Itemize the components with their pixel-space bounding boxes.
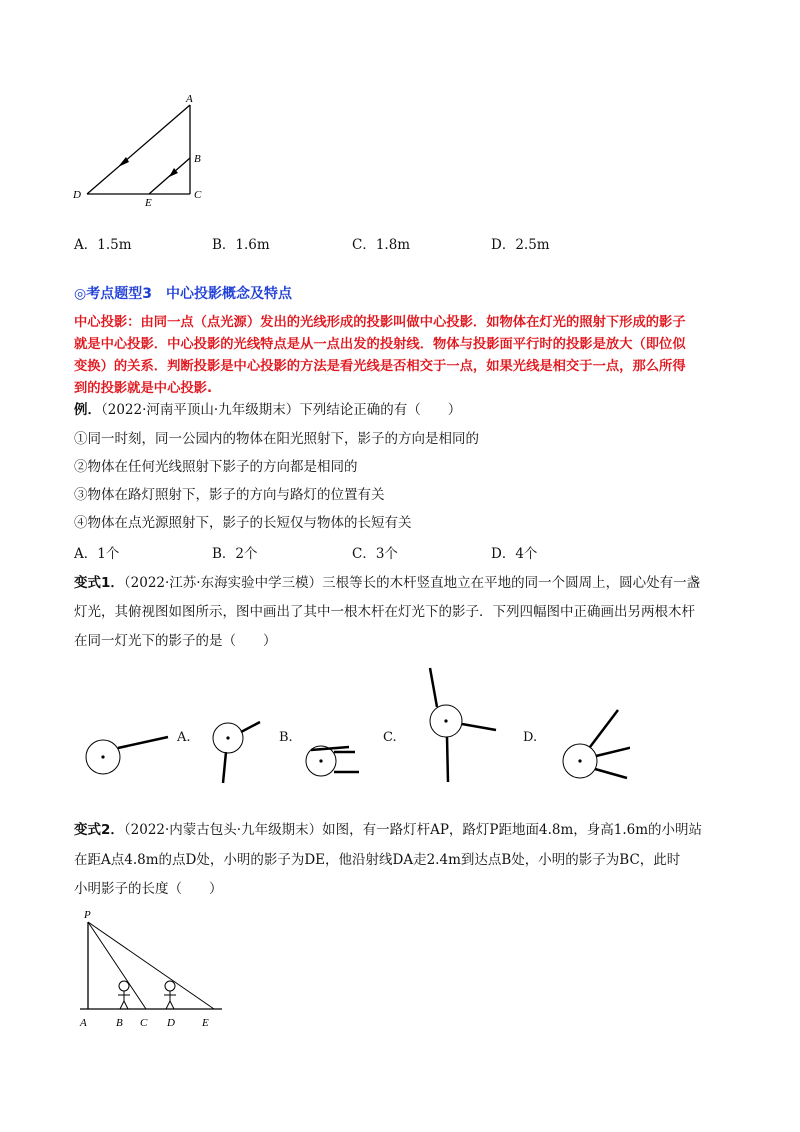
variant2-line-1 — [74, 820, 702, 840]
person-at-d — [164, 981, 176, 1009]
option-b[interactable]: B．1.6m — [212, 237, 270, 253]
statement-2: ②物体在任何光线照射下影子的方向都是相同的 — [74, 459, 358, 475]
label-A2: A — [80, 1017, 87, 1029]
option-a[interactable]: A．1.5m — [74, 237, 132, 253]
person-at-b — [118, 981, 130, 1009]
definition-line-2: 就是中心投影．中心投影的光线特点是从一点出发的投射线．物体与投影面平行时的投影是放大（即位似 — [74, 337, 686, 352]
option-c-figure — [430, 668, 496, 782]
option-b-figure — [306, 746, 359, 776]
example-text: （2022·河南平顶山·九年级期末）下列结论正确的有（ ） — [101, 402, 462, 418]
variant1-figures — [70, 660, 630, 790]
variant2-line-3: 小明影子的长度（ ） — [74, 881, 223, 897]
label-D: D — [73, 189, 81, 201]
option-a-figure — [213, 722, 260, 783]
street-lamp-figure — [74, 905, 234, 1035]
fig-option-a-label[interactable]: A. — [177, 730, 191, 745]
fig-option-d-label[interactable]: D. — [523, 730, 538, 745]
label-E: E — [145, 197, 152, 209]
fig-option-c-label[interactable]: C. — [383, 730, 397, 745]
variant2-line-2: 在距A点4.8m的点D处，小明的影子为DE，他沿射线DA走2.4m到达点B处，小明的影子为BC，此时 — [74, 852, 681, 868]
example-label: 例． — [74, 402, 101, 418]
label-E2: E — [202, 1017, 209, 1029]
triangle-figure — [66, 92, 216, 210]
example-option-a[interactable]: A．1个 — [74, 546, 120, 562]
label-D2: D — [167, 1017, 175, 1029]
option-d-figure — [563, 710, 630, 778]
variant1-line-3: 在同一灯光下的影子的是（ ） — [74, 633, 277, 649]
label-B2: B — [116, 1017, 123, 1029]
statement-3: ③物体在路灯照射下，影子的方向与路灯的位置有关 — [74, 487, 385, 503]
example-option-d[interactable]: D．4个 — [491, 546, 538, 562]
variant1-line-2: 灯光，其俯视图如图所示，图中画出了其中一根木杆在灯光下的影子．下列四幅图中正确画出另两根木杆 — [74, 604, 695, 620]
option-c[interactable]: C．1.8m — [352, 237, 411, 253]
definition-line-3: 变换）的关系．判断投影是中心投影的方法是看光线是否相交于一点，如果光线是相交于一点，那么所得 — [74, 359, 686, 374]
section-heading: ◎考点题型3 中心投影概念及特点 — [74, 286, 292, 302]
statement-1: ①同一时刻，同一公园内的物体在阳光照射下，影子的方向是相同的 — [74, 431, 479, 447]
variant1-line-1 — [74, 573, 700, 593]
label-P: P — [84, 909, 91, 921]
statement-4: ④物体在点光源照射下，影子的长短仅与物体的长短有关 — [74, 515, 412, 531]
option-d[interactable]: D．2.5m — [491, 237, 550, 253]
definition-line-1: 中心投影：由同一点（点光源）发出的光线形成的投影叫做中心投影．如物体在灯光的照射下形成的影子 — [74, 315, 686, 330]
example-option-b[interactable]: B．2个 — [212, 546, 258, 562]
definition-line-4: 到的投影就是中心投影. — [74, 381, 213, 396]
variant1-text-1: （2022·江苏·东海实验中学三模）三根等长的木杆竖直地立在平地的同一个圆周上，圆心处有一盏 — [123, 575, 701, 591]
label-B: B — [194, 153, 201, 165]
example-stem — [74, 400, 461, 420]
label-C: C — [194, 189, 202, 201]
variant2-label: 变式2． — [74, 822, 124, 838]
example-option-c[interactable]: C．3个 — [352, 546, 398, 562]
label-A: A — [186, 93, 193, 105]
variant2-text-1: （2022·内蒙古包头·九年级期末）如图，有一路灯杆AP，路灯P距地面4.8m，身高1.6m的小明站 — [123, 822, 703, 838]
variant1-label: 变式1． — [74, 575, 124, 591]
base-circle-figure — [86, 737, 168, 774]
label-C2: C — [140, 1017, 148, 1029]
fig-option-b-label[interactable]: B. — [279, 730, 293, 745]
